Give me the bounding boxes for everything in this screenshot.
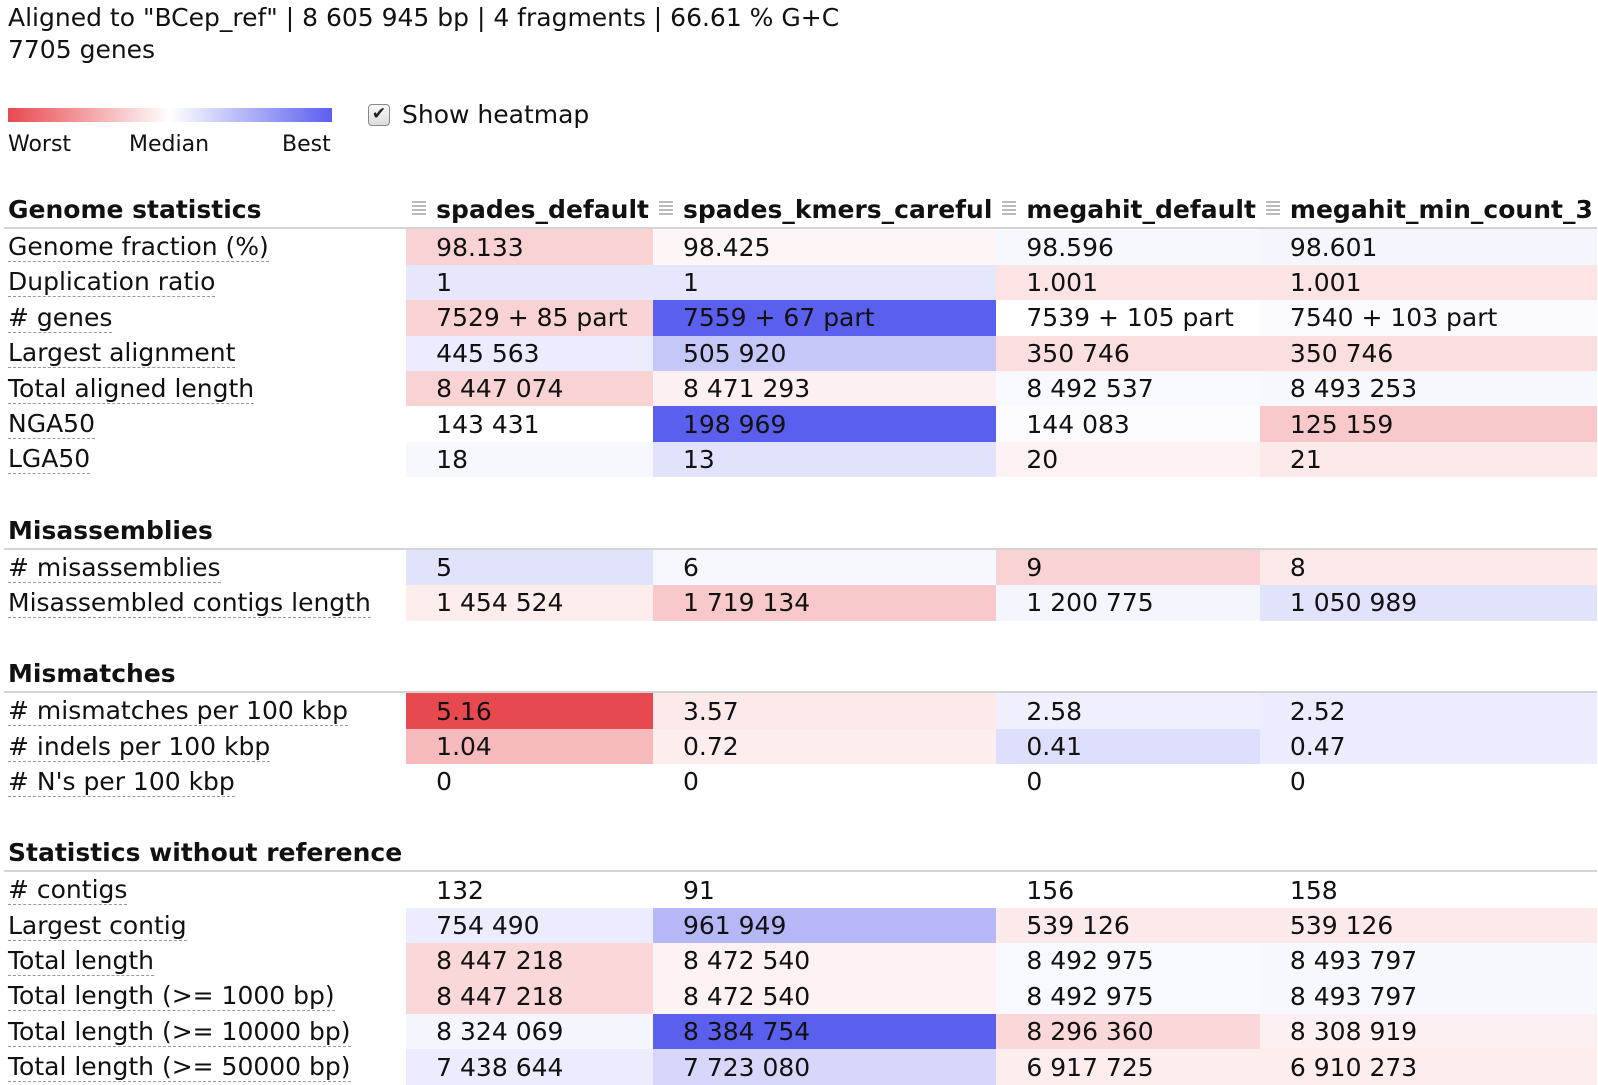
value-cell: 1 200 775: [996, 585, 1260, 620]
value-cell: 1 719 134: [653, 585, 996, 620]
value-cell: 132: [436, 875, 484, 905]
group-title: Genome statistics: [4, 192, 406, 228]
alignment-summary: Aligned to "BCep_ref" | 8 605 945 bp | 4 fragments | 66.61 % G+C: [8, 3, 840, 32]
metric-label[interactable]: Largest contig: [8, 910, 187, 940]
table-row: [4, 1014, 1597, 1049]
value-cell: 1.001: [996, 265, 1260, 300]
metric-label-cell: [4, 300, 406, 335]
value-cell: 8 296 360: [996, 1014, 1260, 1049]
column-header-label: spades_kmers_careful: [682, 195, 993, 225]
show-heatmap-toggle[interactable]: [368, 100, 589, 129]
metric-label[interactable]: # genes: [8, 302, 113, 332]
table-row: [4, 585, 1597, 620]
table-row: [4, 228, 1597, 264]
group-title: Misassemblies: [4, 513, 406, 549]
metric-label[interactable]: # mismatches per 100 kbp: [8, 696, 348, 726]
value-cell: 1 454 524: [406, 585, 653, 620]
value-cell: 198 969: [653, 406, 996, 441]
metric-label-cell: [4, 371, 406, 406]
value-cell: 8 472 540: [653, 979, 996, 1014]
value-cell: 8 447 218: [406, 943, 653, 978]
table-row: [4, 871, 1597, 907]
value-cell: 143 431: [436, 409, 540, 439]
table-row: [4, 300, 1597, 335]
value-cell: 0.47: [1260, 729, 1597, 764]
legend-worst-label: Worst: [8, 132, 72, 157]
value-cell: 539 126: [1260, 908, 1597, 943]
heatmap-gradient-bar: [8, 108, 332, 122]
gene-count: 7705 genes: [8, 35, 156, 64]
metric-label[interactable]: Duplication ratio: [8, 267, 216, 297]
value-cell: 961 949: [653, 908, 996, 943]
value-cell: 505 920: [653, 336, 996, 371]
value-cell: 98.425: [653, 228, 996, 264]
heatmap-legend: [8, 108, 332, 166]
value-cell: 7 723 080: [653, 1049, 996, 1084]
metric-label-cell: [4, 336, 406, 371]
metric-label-cell: [4, 265, 406, 300]
value-cell: 8 471 293: [653, 371, 996, 406]
table-row: [4, 442, 1597, 477]
value-cell: 125 159: [1260, 406, 1597, 441]
group-title: Mismatches: [4, 656, 406, 692]
value-cell: 1: [653, 265, 996, 300]
value-cell: 6 917 725: [996, 1049, 1260, 1084]
value-cell: 8 492 975: [996, 943, 1260, 978]
value-cell: 98.596: [996, 228, 1260, 264]
column-header-label: megahit_min_count_3: [1289, 195, 1593, 225]
metric-label-cell: [4, 692, 406, 728]
value-cell: 5: [406, 549, 653, 585]
group-header-row: [4, 192, 1597, 228]
value-cell: 8 384 754: [653, 1014, 996, 1049]
value-cell: 754 490: [406, 908, 653, 943]
value-cell: 3.57: [653, 692, 996, 728]
value-cell: 21: [1260, 442, 1597, 477]
metric-label-cell: [4, 585, 406, 620]
value-cell: 1.04: [406, 729, 653, 764]
value-cell: 20: [996, 442, 1260, 477]
value-cell: 2.58: [996, 692, 1260, 728]
value-cell: 8 493 797: [1260, 943, 1597, 978]
value-cell: 350 746: [996, 336, 1260, 371]
drag-handle-icon[interactable]: [412, 201, 426, 215]
report-header: [8, 2, 839, 66]
value-cell: 0.41: [996, 729, 1260, 764]
metric-label-cell: [4, 979, 406, 1014]
value-cell: 98.601: [1260, 228, 1597, 264]
table-row: [4, 943, 1597, 978]
column-header-label: spades_default: [436, 195, 649, 225]
metric-label[interactable]: Largest alignment: [8, 338, 236, 368]
value-cell: 8 492 537: [996, 371, 1260, 406]
value-cell: 1.001: [1260, 265, 1597, 300]
legend-best-label: Best: [282, 132, 331, 157]
value-cell: 7539 + 105 part: [1026, 303, 1234, 333]
drag-handle-icon[interactable]: [1266, 201, 1280, 215]
metric-label-cell: [4, 729, 406, 764]
metric-label-cell: [4, 406, 406, 441]
group-header-row: [4, 656, 1597, 692]
column-header-spades_kmers_careful[interactable]: [653, 192, 996, 228]
metric-label[interactable]: # N's per 100 kbp: [8, 766, 235, 796]
table-row: [4, 549, 1597, 585]
value-cell: 0: [436, 767, 453, 797]
value-cell: 350 746: [1260, 336, 1597, 371]
table-row: [4, 371, 1597, 406]
table-row: [4, 979, 1597, 1014]
value-cell: 8 472 540: [653, 943, 996, 978]
value-cell: 6 910 273: [1260, 1049, 1597, 1084]
show-heatmap-label: Show heatmap: [402, 100, 590, 129]
value-cell: 7559 + 67 part: [653, 300, 996, 335]
value-cell: 8: [1260, 549, 1597, 585]
table-row: [4, 908, 1597, 943]
table-row: [4, 729, 1597, 764]
metric-label-cell: [4, 871, 406, 907]
metric-label[interactable]: Total length: [8, 945, 155, 975]
metric-label-cell: [4, 549, 406, 585]
value-cell: 8 447 074: [406, 371, 653, 406]
metric-label[interactable]: # contigs: [8, 875, 128, 905]
value-cell: 8 493 797: [1260, 979, 1597, 1014]
metric-label-cell: [4, 908, 406, 943]
metric-label[interactable]: Total length (>= 50000 bp): [8, 1052, 351, 1082]
value-cell: 445 563: [406, 336, 653, 371]
value-cell: 91: [682, 875, 715, 905]
drag-handle-icon[interactable]: [659, 201, 673, 215]
group-title: Statistics without reference: [4, 835, 406, 871]
value-cell: 7540 + 103 part: [1260, 300, 1597, 335]
value-cell: 2.52: [1260, 692, 1597, 728]
metric-label-cell: [4, 1014, 406, 1049]
value-cell: 0: [1026, 767, 1043, 797]
legend-median-label: Median: [129, 132, 210, 157]
metric-label[interactable]: NGA50: [8, 409, 95, 439]
column-header-spades_default[interactable]: [406, 192, 653, 228]
column-header-label: megahit_default: [1026, 195, 1256, 225]
table-row: [4, 336, 1597, 371]
statistics-table: [4, 192, 1597, 1085]
metric-label-cell: [4, 442, 406, 477]
metric-label[interactable]: LGA50: [8, 444, 91, 474]
table-row: [4, 265, 1597, 300]
value-cell: 98.133: [406, 228, 653, 264]
metric-label-cell: [4, 943, 406, 978]
value-cell: 539 126: [996, 908, 1260, 943]
value-cell: 158: [1289, 875, 1338, 905]
metric-label[interactable]: # indels per 100 kbp: [8, 731, 271, 761]
value-cell: 1 050 989: [1260, 585, 1597, 620]
value-cell: 0: [682, 767, 699, 797]
metric-label[interactable]: # misassemblies: [8, 552, 221, 582]
metric-label[interactable]: Misassembled contigs length: [8, 587, 371, 617]
value-cell: 0: [1289, 767, 1306, 797]
value-cell: 7529 + 85 part: [406, 300, 653, 335]
table-row: [4, 764, 1597, 799]
value-cell: 0.72: [653, 729, 996, 764]
metric-label-cell: [4, 228, 406, 264]
value-cell: 5.16: [406, 692, 653, 728]
value-cell: 7 438 644: [406, 1049, 653, 1084]
drag-handle-icon[interactable]: [1002, 201, 1016, 215]
column-header-megahit_default[interactable]: [996, 192, 1260, 228]
value-cell: 8 447 218: [406, 979, 653, 1014]
table-row: [4, 692, 1597, 728]
group-header-row: [4, 513, 1597, 549]
value-cell: 18: [406, 442, 653, 477]
group-header-row: [4, 835, 1597, 871]
value-cell: 156: [1026, 875, 1075, 905]
column-header-megahit_min_count_3[interactable]: [1260, 192, 1597, 228]
value-cell: 9: [996, 549, 1260, 585]
value-cell: 8 308 919: [1260, 1014, 1597, 1049]
table-row: [4, 1049, 1597, 1084]
metric-label-cell: [4, 1049, 406, 1084]
metric-label[interactable]: Total aligned length: [8, 373, 255, 403]
value-cell: 6: [653, 549, 996, 585]
value-cell: 144 083: [996, 406, 1260, 441]
value-cell: 13: [653, 442, 996, 477]
value-cell: 8 492 975: [996, 979, 1260, 1014]
metric-label[interactable]: Genome fraction (%): [8, 232, 269, 262]
metric-label[interactable]: Total length (>= 1000 bp): [8, 981, 335, 1011]
metric-label[interactable]: Total length (>= 10000 bp): [8, 1016, 351, 1046]
value-cell: 8 324 069: [406, 1014, 653, 1049]
metric-label-cell: [4, 764, 406, 799]
value-cell: 8 493 253: [1260, 371, 1597, 406]
value-cell: 1: [406, 265, 653, 300]
show-heatmap-checkbox[interactable]: ✔: [368, 104, 390, 126]
table-row: [4, 406, 1597, 441]
